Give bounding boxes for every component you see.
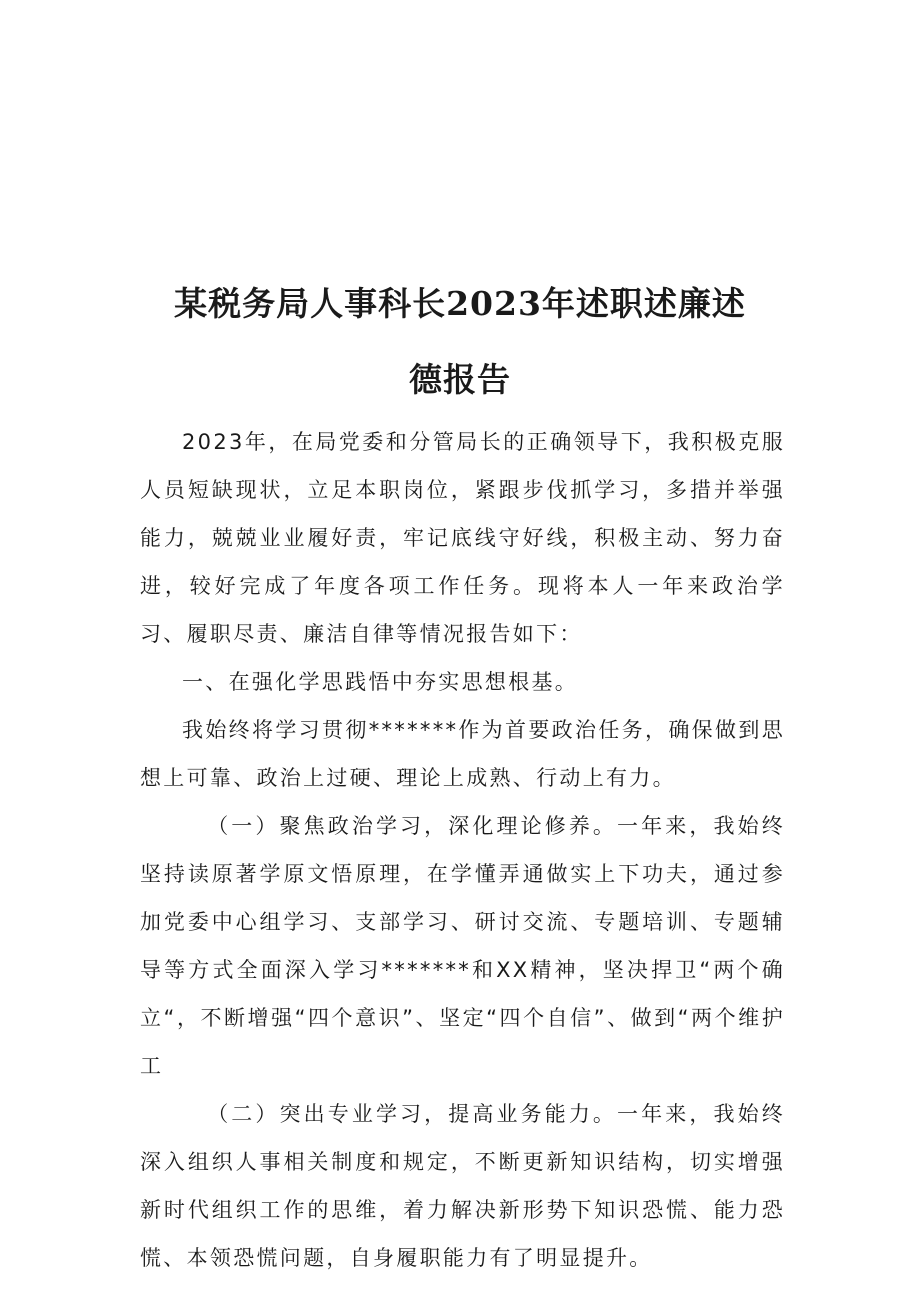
document-title-line1: 某税务局人事科长2023年述职述廉述 <box>174 284 746 323</box>
section-1-paragraph: 我始终将学习贯彻*******作为首要政治任务，确保做到思想上可靠、政治上过硬、理论上成熟、行动上有力。 <box>140 718 785 790</box>
intro-paragraph: 2023年，在局党委和分管局长的正确领导下，我积极克服人员短缺现状，立足本职岗位，紧跟步伐抓学习，多措并举强能力，兢兢业业履好责，牢记底线守好线，积极主动、努力奋进，较好完成了年度各项工作任务。现将本人一年来政治学习、履职尽责、廉洁自律等情况报告如下： <box>140 430 785 646</box>
document-title-line2: 德报告 <box>409 360 511 399</box>
document-body <box>140 418 785 1282</box>
subsection-2-paragraph: （二）突出专业学习，提高业务能力。一年来，我始终深入组织人事相关制度和规定，不断更新知识结构，切实增强新时代组织工作的思维，着力解决新形势下知识恐慌、能力恐慌、本领恐慌问题，自身履职能力有了明显提升。 <box>140 1102 785 1270</box>
section-heading-1: 一、在强化学思践悟中夯实思想根基。 <box>182 670 579 694</box>
subsection-1-paragraph: （一）聚焦政治学习，深化理论修养。一年来，我始终坚持读原著学原文悟原理，在学懂弄通做实上下功夫，通过参加党委中心组学习、支部学习、研讨交流、专题培训、专题辅导等方式全面深入学习*******和XX精神，坚决捍卫“两个确立“，不断增强“四个意识”、坚定“四个自信”、做到“两个维护工 <box>140 814 785 1078</box>
